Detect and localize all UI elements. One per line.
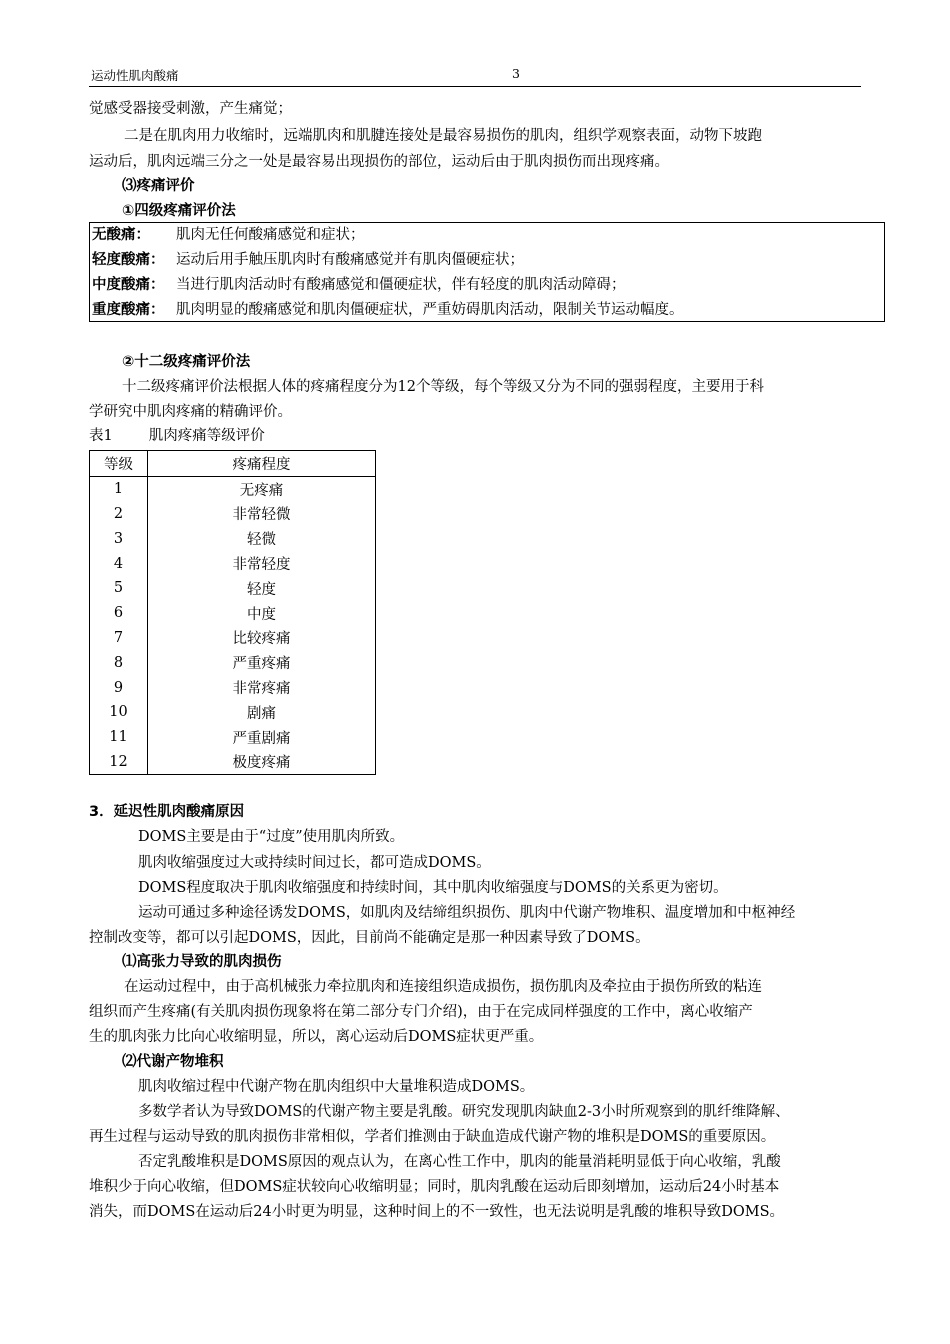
grade-number: 2 — [90, 502, 148, 527]
table-row — [90, 725, 376, 750]
grade-number: 4 — [90, 551, 148, 576]
subsection-heading: ②十二级疼痛评价法 — [122, 354, 251, 370]
grade-number: 7 — [90, 626, 148, 651]
paragraph-line: 在运动过程中，由于高机械张力牵拉肌肉和连接组织造成损伤，损伤肌肉及牵拉由于损伤所致的粘连 — [124, 979, 762, 995]
grade-desc: 肌肉明显的酸痛感觉和肌肉僵硬症状，严重妨碍肌肉活动，限制关节运动幅度。 — [176, 302, 684, 318]
paragraph-line: 肌肉收缩强度过大或持续时间过长，都可造成DOMS。 — [138, 855, 491, 871]
subsection-heading: ⑵代谢产物堆积 — [122, 1054, 224, 1070]
grade-level: 中度 — [148, 601, 376, 626]
table-row — [90, 526, 376, 551]
table-row — [90, 700, 376, 725]
four-level-row — [92, 298, 684, 323]
four-level-row — [92, 248, 524, 273]
grade-term: 轻度酸痛： — [92, 252, 165, 268]
four-level-row — [92, 223, 365, 248]
four-level-box — [89, 222, 885, 322]
table-caption — [89, 424, 265, 449]
paragraph-line: 组织而产生疼痛(有关肌肉损伤现象将在第二部分专门介绍)，由于在完成同样强度的工作中，离心收缩产 — [89, 1004, 753, 1020]
grade-number: 5 — [90, 576, 148, 601]
table-row — [90, 551, 376, 576]
grade-level: 非常轻微 — [148, 502, 376, 527]
grade-level: 严重剧痛 — [148, 725, 376, 750]
grade-level: 比较疼痛 — [148, 626, 376, 651]
paragraph-line: 运动后，肌肉远端三分之一处是最容易出现损伤的部位，运动后由于肌肉损伤而出现疼痛。 — [89, 154, 669, 170]
grade-level: 非常疼痛 — [148, 675, 376, 700]
table-caption-label: 表1 — [89, 428, 113, 444]
grade-level: 轻度 — [148, 576, 376, 601]
paragraph-line: 多数学者认为导致DOMS的代谢产物主要是乳酸。研究发现肌肉缺血2-3小时所观察到的肌纤维降解、 — [138, 1104, 790, 1120]
subsection-heading: ⑴高张力导致的肌肉损伤 — [122, 954, 282, 970]
grade-term: 重度酸痛： — [92, 302, 165, 318]
table-row — [90, 502, 376, 527]
paragraph-line: DOMS程度取决于肌肉收缩强度和持续时间，其中肌肉收缩强度与DOMS的关系更为密切。 — [138, 880, 728, 896]
paragraph-line: 消失，而DOMS在运动后24小时更为明显，这种时间上的不一致性，也无法说明是乳酸的堆积导致DOMS。 — [89, 1204, 785, 1220]
paragraph-line: 控制改变等，都可以引起DOMS，因此，目前尚不能确定是那一种因素导致了DOMS。 — [89, 930, 650, 946]
table-header-cell: 疼痛程度 — [148, 451, 376, 477]
subsection-heading: ①四级疼痛评价法 — [122, 203, 236, 219]
page-header — [89, 66, 861, 87]
grade-number: 8 — [90, 650, 148, 675]
grade-level: 无疼痛 — [148, 476, 376, 501]
grade-number: 9 — [90, 675, 148, 700]
grade-term: 中度酸痛： — [92, 277, 165, 293]
pain-grade-table — [89, 450, 376, 775]
grade-level: 剧痛 — [148, 700, 376, 725]
four-level-row — [92, 273, 626, 298]
grade-number: 3 — [90, 526, 148, 551]
paragraph-line: 堆积少于向心收缩，但DOMS症状较向心收缩明显；同时，肌肉乳酸在运动后即刻增加，运动后24小时基本 — [89, 1179, 780, 1195]
table-caption-title: 肌肉疼痛等级评价 — [148, 428, 265, 444]
paragraph-line: 生的肌肉张力比向心收缩明显，所以，离心运动后DOMS症状更严重。 — [89, 1029, 544, 1045]
paragraph-line: 觉感受器接受刺激，产生痛觉； — [89, 101, 292, 117]
section-heading: 3．延迟性肌肉酸痛原因 — [89, 804, 245, 820]
grade-term: 无酸痛： — [92, 227, 150, 243]
table-row — [90, 601, 376, 626]
paragraph-line: 十二级疼痛评价法根据人体的疼痛程度分为12个等级，每个等级又分为不同的强弱程度，主要用于科 — [122, 379, 764, 395]
header-title: 运动性肌肉酸痛 — [91, 68, 179, 83]
table-header-row — [90, 451, 376, 477]
grade-level: 非常轻度 — [148, 551, 376, 576]
grade-number: 10 — [90, 700, 148, 725]
paragraph-line: 二是在肌肉用力收缩时，远端肌肉和肌腱连接处是最容易损伤的肌肉，组织学观察表面，动物下坡跑 — [124, 128, 762, 144]
page-number: 3 — [512, 66, 520, 81]
table-row — [90, 576, 376, 601]
grade-number: 12 — [90, 750, 148, 775]
grade-number: 11 — [90, 725, 148, 750]
paragraph-line: 肌肉收缩过程中代谢产物在肌肉组织中大量堆积造成DOMS。 — [138, 1079, 535, 1095]
table-row — [90, 626, 376, 651]
table-row — [90, 750, 376, 775]
section-heading: ⑶疼痛评价 — [122, 178, 195, 194]
grade-level: 极度疼痛 — [148, 750, 376, 775]
paragraph-line: 再生过程与运动导致的肌肉损伤非常相似，学者们推测由于缺血造成代谢产物的堆积是DOMS的重要原因。 — [89, 1129, 776, 1145]
paragraph-line: DOMS主要是由于“过度”使用肌肉所致。 — [138, 829, 405, 845]
grade-desc: 运动后用手触压肌肉时有酸痛感觉并有肌肉僵硬症状； — [176, 252, 524, 268]
table-row — [90, 476, 376, 501]
table-row — [90, 650, 376, 675]
paragraph-line: 运动可通过多种途径诱发DOMS，如肌肉及结缔组织损伤、肌肉中代谢产物堆积、温度增加和中枢神经 — [138, 905, 796, 921]
grade-level: 严重疼痛 — [148, 650, 376, 675]
grade-number: 6 — [90, 601, 148, 626]
grade-level: 轻微 — [148, 526, 376, 551]
grade-desc: 肌肉无任何酸痛感觉和症状； — [176, 227, 365, 243]
paragraph-line: 学研究中肌肉疼痛的精确评价。 — [89, 404, 292, 420]
table-row — [90, 675, 376, 700]
paragraph-line: 否定乳酸堆积是DOMS原因的观点认为，在离心性工作中，肌肉的能量消耗明显低于向心收缩，乳酸 — [138, 1154, 781, 1170]
grade-number: 1 — [90, 476, 148, 501]
table-header-cell: 等级 — [90, 451, 148, 477]
grade-desc: 当进行肌肉活动时有酸痛感觉和僵硬症状，伴有轻度的肌肉活动障碍； — [176, 277, 626, 293]
